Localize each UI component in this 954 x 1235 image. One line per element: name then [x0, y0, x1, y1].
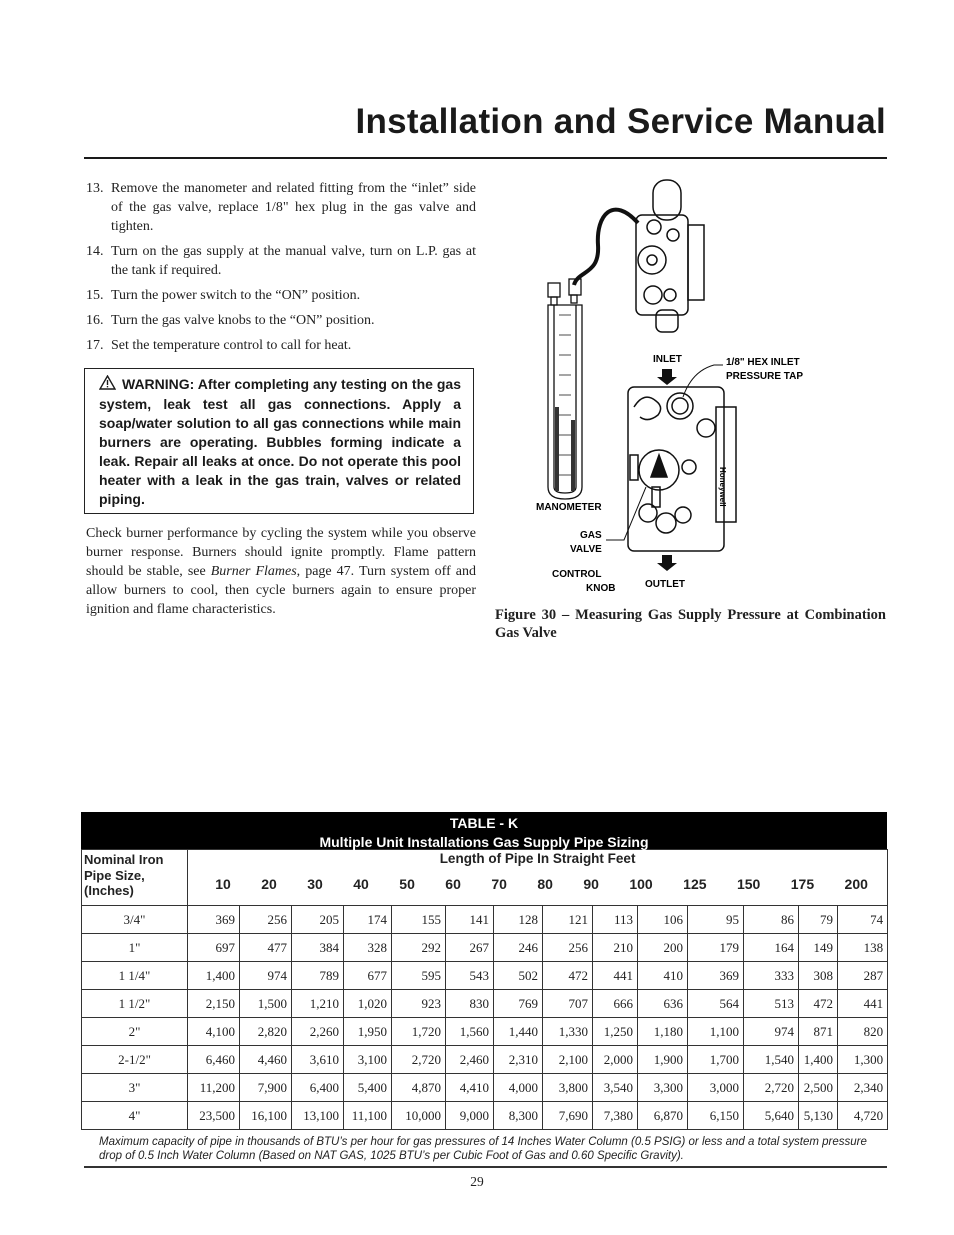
warning-label: WARNING	[122, 376, 190, 392]
pressure-tube	[574, 210, 638, 285]
capacity-cell: 7,900	[240, 1074, 292, 1102]
capacity-cell: 4,720	[838, 1102, 888, 1130]
length-value: 60	[445, 876, 461, 892]
capacity-cell: 179	[688, 934, 744, 962]
capacity-cell: 308	[799, 962, 838, 990]
capacity-cell: 384	[292, 934, 344, 962]
table-column-header-row	[82, 850, 888, 906]
procedure-steps	[86, 179, 476, 361]
capacity-cell: 543	[446, 962, 494, 990]
capacity-cell: 5,640	[744, 1102, 799, 1130]
title-divider	[84, 157, 887, 159]
capacity-cell: 333	[744, 962, 799, 990]
length-value: 200	[844, 876, 868, 892]
warning-box	[84, 368, 474, 514]
capacity-cell: 871	[799, 1018, 838, 1046]
capacity-cell: 113	[593, 906, 638, 934]
capacity-cell: 2,310	[494, 1046, 543, 1074]
table-k	[81, 812, 887, 1130]
capacity-cell: 974	[240, 962, 292, 990]
capacity-cell: 1,180	[638, 1018, 688, 1046]
length-value: 70	[491, 876, 507, 892]
capacity-cell: 666	[593, 990, 638, 1018]
capacity-cell: 11,200	[188, 1074, 240, 1102]
capacity-cell: 2,000	[593, 1046, 638, 1074]
step-text: Turn the gas valve knobs to the “ON” position.	[111, 313, 375, 328]
capacity-cell: 4,100	[188, 1018, 240, 1046]
pipe-size-cell: 2-1/2"	[82, 1046, 188, 1074]
valve-brand-label: Honeywell	[718, 467, 727, 507]
capacity-cell: 1,500	[240, 990, 292, 1018]
capacity-cell: 74	[838, 906, 888, 934]
pipe-size-cell: 2"	[82, 1018, 188, 1046]
capacity-cell: 287	[838, 962, 888, 990]
capacity-cell: 6,870	[638, 1102, 688, 1130]
capacity-cell: 7,380	[593, 1102, 638, 1130]
capacity-cell: 1,400	[799, 1046, 838, 1074]
hex-tap-label-line2: PRESSURE TAP	[726, 371, 804, 382]
knob-label-valve: VALVE	[570, 544, 602, 555]
capacity-cell: 23,500	[188, 1102, 240, 1130]
table-body	[82, 906, 888, 1130]
capacity-cell: 13,100	[292, 1102, 344, 1130]
length-value: 80	[537, 876, 553, 892]
table-row	[82, 962, 888, 990]
knob-leader	[606, 487, 646, 540]
capacity-cell: 1,900	[638, 1046, 688, 1074]
knob-label-knob: KNOB	[586, 583, 616, 594]
manometer-label: MANOMETER	[536, 502, 602, 513]
table-row	[82, 1074, 888, 1102]
capacity-cell: 697	[188, 934, 240, 962]
length-value: 50	[399, 876, 415, 892]
capacity-cell: 138	[838, 934, 888, 962]
warning-text: : After completing any testing on the gas system, leak test all gas connections. Apply a soap/water solution to all gas connections while main burners are operating. Bubbles forming indicate a leak. Repair all leaks at once. Do not operate this pool heater with a leak in the gas train, valves or related piping.	[99, 376, 461, 507]
capacity-cell: 2,150	[188, 990, 240, 1018]
hex-tap-label-line1: 1/8" HEX INLET	[726, 357, 800, 368]
capacity-cell: 472	[543, 962, 593, 990]
capacity-cell: 564	[688, 990, 744, 1018]
capacity-cell: 2,720	[392, 1046, 446, 1074]
capacity-cell: 1,300	[838, 1046, 888, 1074]
pipe-sizing-table	[81, 849, 888, 1130]
inlet-arrow-icon	[657, 369, 677, 385]
pipe-size-cell: 3"	[82, 1074, 188, 1102]
capacity-cell: 820	[838, 1018, 888, 1046]
page-number: 29	[470, 1174, 484, 1189]
length-value: 125	[683, 876, 707, 892]
capacity-cell: 830	[446, 990, 494, 1018]
capacity-cell: 4,000	[494, 1074, 543, 1102]
figure-caption: Figure 30 – Measuring Gas Supply Pressure at Combination Gas Valve	[495, 607, 886, 641]
footer-divider	[84, 1166, 887, 1168]
capacity-cell: 3,800	[543, 1074, 593, 1102]
capacity-cell: 328	[344, 934, 392, 962]
capacity-cell: 7,690	[543, 1102, 593, 1130]
pipe-size-cell: 1 1/2"	[82, 990, 188, 1018]
capacity-cell: 1,560	[446, 1018, 494, 1046]
capacity-cell: 3,300	[638, 1074, 688, 1102]
capacity-cell: 149	[799, 934, 838, 962]
step-number: 16.	[86, 313, 104, 328]
capacity-cell: 1,440	[494, 1018, 543, 1046]
length-value: 175	[790, 876, 815, 892]
table-title: TABLE - K	[449, 815, 519, 831]
capacity-cell: 256	[543, 934, 593, 962]
capacity-cell: 1,950	[344, 1018, 392, 1046]
pipe-size-cell: 1"	[82, 934, 188, 962]
capacity-cell: 256	[240, 906, 292, 934]
gas-valve-figure	[518, 175, 818, 595]
capacity-cell: 16,100	[240, 1102, 292, 1130]
table-row	[82, 934, 888, 962]
table-row	[82, 906, 888, 934]
knob-label-gas: GAS	[580, 530, 602, 541]
capacity-cell: 4,870	[392, 1074, 446, 1102]
length-value: 10	[215, 876, 231, 892]
capacity-cell: 11,100	[344, 1102, 392, 1130]
length-value: 90	[583, 876, 599, 892]
capacity-cell: 410	[638, 962, 688, 990]
capacity-cell: 3,540	[593, 1074, 638, 1102]
capacity-cell: 141	[446, 906, 494, 934]
step-number: 17.	[86, 338, 104, 353]
step-number: 14.	[86, 244, 104, 259]
capacity-cell: 210	[593, 934, 638, 962]
capacity-cell: 2,500	[799, 1074, 838, 1102]
capacity-cell: 4,410	[446, 1074, 494, 1102]
capacity-cell: 5,130	[799, 1102, 838, 1130]
pipe-size-cell: 3/4"	[82, 906, 188, 934]
capacity-cell: 3,610	[292, 1046, 344, 1074]
length-value: 100	[629, 876, 653, 892]
capacity-cell: 86	[744, 906, 799, 934]
table-row	[82, 1018, 888, 1046]
capacity-cell: 472	[799, 990, 838, 1018]
capacity-cell: 6,400	[292, 1074, 344, 1102]
capacity-cell: 2,100	[543, 1046, 593, 1074]
capacity-cell: 369	[188, 906, 240, 934]
capacity-cell: 441	[593, 962, 638, 990]
capacity-cell: 441	[838, 990, 888, 1018]
capacity-cell: 246	[494, 934, 543, 962]
capacity-cell: 6,460	[188, 1046, 240, 1074]
capacity-cell: 10,000	[392, 1102, 446, 1130]
capacity-cell: 502	[494, 962, 543, 990]
capacity-cell: 1,210	[292, 990, 344, 1018]
capacity-cell: 164	[744, 934, 799, 962]
capacity-cell: 513	[744, 990, 799, 1018]
step-item	[86, 179, 476, 236]
length-header: Length of Pipe In Straight Feet	[439, 851, 636, 866]
outlet-arrow-icon	[657, 555, 677, 571]
step-number: 15.	[86, 288, 104, 303]
page-title: Installation and Service Manual	[355, 102, 886, 141]
table-row	[82, 1102, 888, 1130]
capacity-cell: 595	[392, 962, 446, 990]
top-gas-valve-icon	[636, 180, 704, 332]
capacity-cell: 1,700	[688, 1046, 744, 1074]
capacity-cell: 200	[638, 934, 688, 962]
capacity-cell: 155	[392, 906, 446, 934]
step-item	[86, 336, 476, 355]
step-text: Turn the power switch to the “ON” position.	[111, 288, 361, 303]
pipe-size-cell: 4"	[82, 1102, 188, 1130]
step-number: 13.	[86, 181, 104, 196]
table-footnote: Maximum capacity of pipe in thousands of BTU’s per hour for gas pressures of 14 Inches Water Column (0.5 PSIG) or less and a total system pressure drop of 0.5 Inch Water Column (Based on NAT GAS, 1025 BTU’s per Cubic Foot of Gas and 0.60 Specific Gravity).	[99, 1136, 867, 1162]
knob-label-control: CONTROL	[552, 569, 602, 580]
capacity-cell: 2,720	[744, 1074, 799, 1102]
capacity-cell: 1,250	[593, 1018, 638, 1046]
capacity-cell: 477	[240, 934, 292, 962]
step-text: Set the temperature control to call for heat.	[111, 338, 352, 353]
capacity-cell: 2,340	[838, 1074, 888, 1102]
capacity-cell: 95	[688, 906, 744, 934]
capacity-cell: 1,330	[543, 1018, 593, 1046]
capacity-cell: 121	[543, 906, 593, 934]
capacity-cell: 923	[392, 990, 446, 1018]
step-item	[86, 242, 476, 280]
inlet-label: INLET	[653, 354, 682, 365]
check-text-before: Check burner performance by cycling the system while you observe burner response. Burners should ignite promptly. Flame pattern should be stable, see	[86, 526, 476, 579]
manometer-icon	[548, 279, 582, 499]
capacity-cell: 128	[494, 906, 543, 934]
length-value: 30	[307, 876, 323, 892]
outlet-label: OUTLET	[645, 579, 685, 590]
capacity-cell: 2,260	[292, 1018, 344, 1046]
pipe-size-header: Nominal Iron Pipe Size, (Inches)	[82, 850, 188, 906]
capacity-cell: 1,100	[688, 1018, 744, 1046]
capacity-cell: 2,820	[240, 1018, 292, 1046]
table-subtitle: Multiple Unit Installations Gas Supply Pipe Sizing	[319, 834, 649, 850]
check-text-after: , page 47. Turn system off and allow burners to cool, then cycle burners again to ensure proper ignition and flame characteristics.	[86, 564, 476, 617]
hex-tap-leader	[683, 365, 723, 397]
capacity-cell: 636	[638, 990, 688, 1018]
capacity-cell: 267	[446, 934, 494, 962]
warning-triangle-icon	[99, 375, 116, 395]
capacity-cell: 369	[688, 962, 744, 990]
table-row	[82, 990, 888, 1018]
capacity-cell: 1,400	[188, 962, 240, 990]
capacity-cell: 677	[344, 962, 392, 990]
step-item	[86, 311, 476, 330]
capacity-cell: 789	[292, 962, 344, 990]
capacity-cell: 292	[392, 934, 446, 962]
capacity-cell: 3,100	[344, 1046, 392, 1074]
capacity-cell: 707	[543, 990, 593, 1018]
burner-flames-reference: Burner Flames	[210, 564, 297, 579]
capacity-cell: 106	[638, 906, 688, 934]
pipe-size-cell: 1 1/4"	[82, 962, 188, 990]
step-item	[86, 286, 476, 305]
capacity-cell: 3,000	[688, 1074, 744, 1102]
capacity-cell: 205	[292, 906, 344, 934]
capacity-cell: 1,720	[392, 1018, 446, 1046]
length-value: 20	[261, 876, 277, 892]
table-row	[82, 1046, 888, 1074]
table-header-bar	[81, 812, 887, 849]
capacity-cell: 974	[744, 1018, 799, 1046]
length-value: 150	[736, 876, 761, 892]
capacity-cell: 769	[494, 990, 543, 1018]
capacity-cell: 2,460	[446, 1046, 494, 1074]
length-value: 40	[353, 876, 369, 892]
capacity-cell: 4,460	[240, 1046, 292, 1074]
step-text: Turn on the gas supply at the manual valve, turn on L.P. gas at the tank if required.	[111, 244, 476, 278]
capacity-cell: 6,150	[688, 1102, 744, 1130]
step-text: Remove the manometer and related fitting from the “inlet” side of the gas valve, replace 1/8" hex plug in the gas valve and tighten.	[111, 181, 476, 234]
length-values	[188, 871, 887, 892]
capacity-cell: 1,540	[744, 1046, 799, 1074]
capacity-cell: 1,020	[344, 990, 392, 1018]
capacity-cell: 9,000	[446, 1102, 494, 1130]
burner-check-paragraph	[86, 524, 476, 619]
capacity-cell: 8,300	[494, 1102, 543, 1130]
capacity-cell: 79	[799, 906, 838, 934]
capacity-cell: 174	[344, 906, 392, 934]
capacity-cell: 5,400	[344, 1074, 392, 1102]
length-header-cell	[188, 850, 888, 906]
